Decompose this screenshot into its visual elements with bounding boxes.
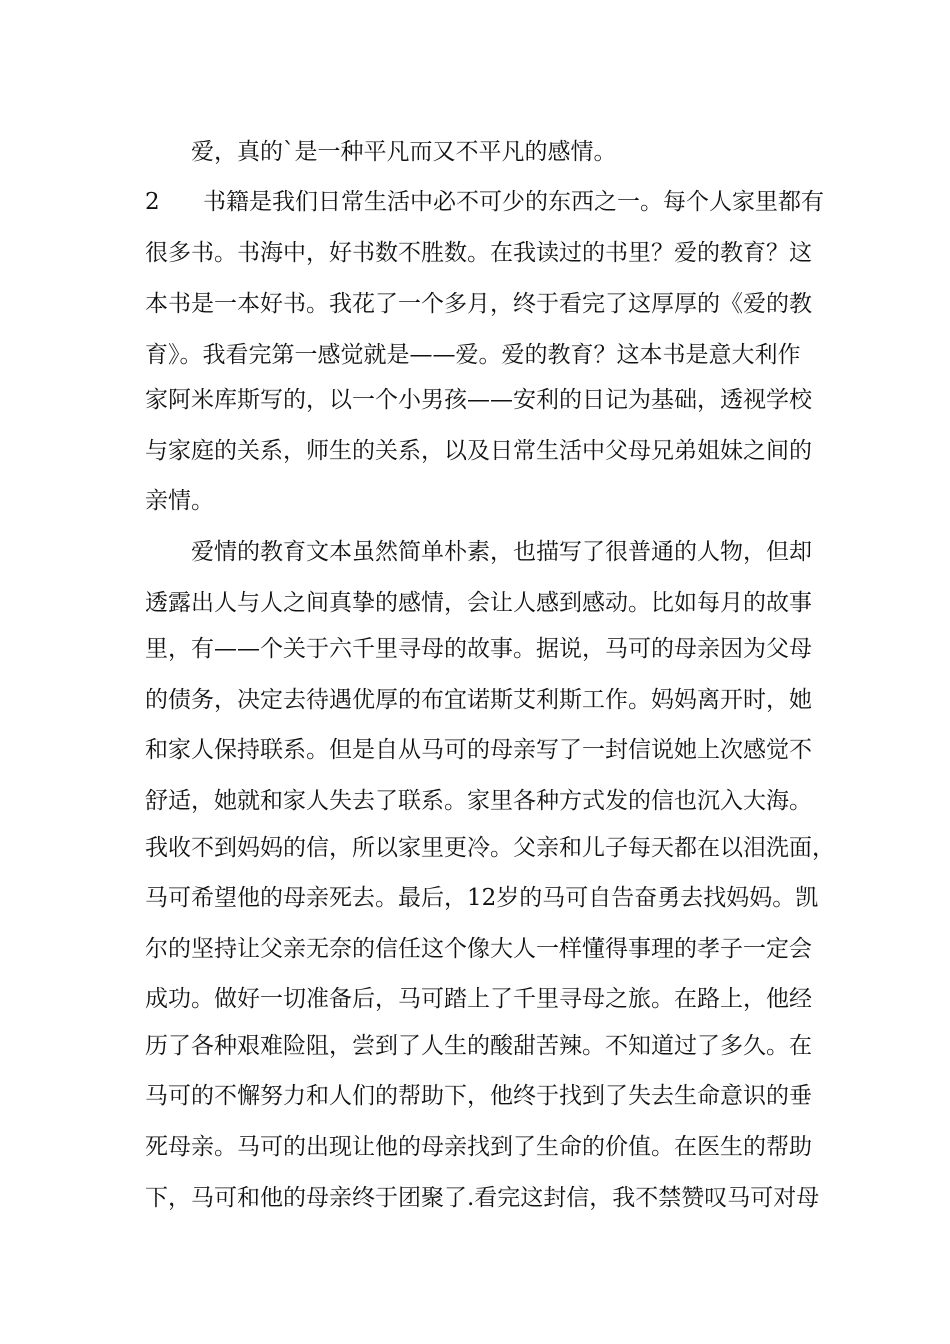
text-line: 马可希望他的母亲死去。最后，12岁的马可自告奋勇去找妈妈。凯 bbox=[145, 885, 819, 911]
text-line: 很多书。书海中，好书数不胜数。在我读过的书里？爱的教育？这 bbox=[145, 240, 812, 266]
text-line: 我收不到妈妈的信，所以家里更冷。父亲和儿子每天都在以泪洗面， bbox=[145, 835, 835, 861]
text-line: 的债务，决定去待遇优厚的布宜诺斯艾利斯工作。妈妈离开时，她 bbox=[145, 687, 812, 713]
text-line: 历了各种艰难险阻，尝到了人生的酸甜苦辣。不知道过了多久。在 bbox=[145, 1033, 812, 1059]
text-line: 家阿米库斯写的，以一个小男孩——安利的日记为基础，透视学校 bbox=[145, 387, 812, 413]
item-number: 2 bbox=[145, 189, 160, 215]
text-line: 透露出人与人之间真挚的感情，会让人感到感动。比如每月的故事 bbox=[145, 590, 812, 616]
text-line: 书籍是我们日常生活中必不可少的东西之一。每个人家里都有 bbox=[203, 189, 824, 215]
text-line: 本书是一本好书。我花了一个多月，终于看完了这厚厚的《爱的教 bbox=[145, 291, 812, 317]
text-line: 育》。我看完第一感觉就是——爱。爱的教育？这本书是意大利作 bbox=[145, 342, 801, 368]
text-line: 里，有——个关于六千里寻母的故事。据说，马可的母亲因为父母 bbox=[145, 636, 812, 662]
text-line: 尔的坚持让父亲无奈的信任这个像大人一样懂得事理的孝子一定会 bbox=[145, 936, 812, 962]
text-line: 爱情的教育文本虽然简单朴素，也描写了很普通的人物，但却 bbox=[191, 539, 812, 565]
text-line: 舒适，她就和家人失去了联系。家里各种方式发的信也沉入大海。 bbox=[145, 788, 812, 814]
text-line: 成功。做好一切准备后，马可踏上了千里寻母之旅。在路上，他经 bbox=[145, 986, 812, 1012]
text-line: 和家人保持联系。但是自从马可的母亲写了一封信说她上次感觉不 bbox=[145, 737, 812, 763]
text-line: 亲情。 bbox=[145, 488, 214, 514]
text-line: 死母亲。马可的出现让他的母亲找到了生命的价值。在医生的帮助 bbox=[145, 1134, 812, 1160]
text-line: 与家庭的关系，师生的关系，以及日常生活中父母兄弟姐妹之间的 bbox=[145, 438, 812, 464]
text-line: 爱，真的`是一种平凡而又不平凡的感情。 bbox=[191, 139, 617, 165]
text-line: 马可的不懈努力和人们的帮助下，他终于找到了失去生命意识的垂 bbox=[145, 1083, 812, 1109]
text-line: 下，马可和他的母亲终于团聚了.看完这封信，我不禁赞叹马可对母 bbox=[145, 1185, 820, 1211]
